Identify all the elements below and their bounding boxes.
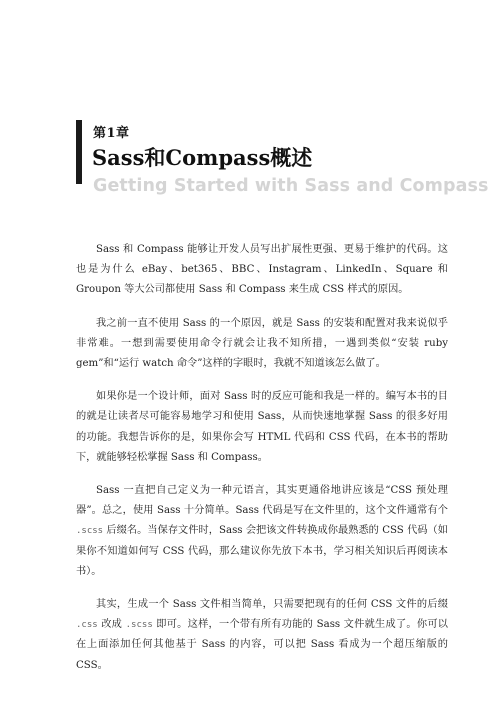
scss-extension-code-2: .scss [125,620,153,631]
chapter-subtitle: Getting Started with Sass and Compass [93,176,489,196]
paragraph-1: Sass 和 Compass 能够让开发人员写出扩展性更强、更易于维护的代码。这也是为什么 eBay、bet365、BBC、Instagram、LinkedIn、Square 和 Groupon 等大公司都使用 Sass 和 Compass 来生成 CSS 样式的原因。 [76,244,448,296]
scss-extension-code: .scss [76,526,104,537]
paragraph-4-text-a: Sass 一直把自己定义为一种元语言，其实更通俗地讲应该是“CSS 预处理器”。总之，使用 Sass 十分简单。Sass 代码是写在文件里的，这个文件通常有个 [76,485,448,517]
paragraph-3: 如果你是一个设计师，面对 Sass 时的反应可能和我是一样的。编写本书的目的就是让读者尽可能容易地学习和使用 Sass，从而快速地掌握 Sass 的很多好用的功能。我想告诉你的是，如果你会写 HTML 代码和 CSS 代码，在本书的帮助下，就能够轻松掌握 Sass 和 Compass。 [76,391,448,463]
paragraph-4 [76,481,448,582]
chapter-accent-bar [76,120,82,184]
paragraph-5 [76,595,448,676]
paragraph-4-text-b: 后缀名。当保存文件时，Sass 会把该文件转换成你最熟悉的 CSS 代码（如果你不知道如何写 CSS 代码，那么建议你先放下本书，学习相关知识后再阅读本书）。 [76,525,448,577]
paragraph-2: 我之前一直不使用 Sass 的一个原因，就是 Sass 的安装和配置对我来说似乎非常难。一想到需要使用命令行就会让我不知所措，一遇到类似“安装 ruby gem”和“运行 watch 命令”这样的字眼时，我就不知道该怎么做了。 [76,317,448,370]
chapter-title: Sass和Compass概述 [92,145,313,170]
chapter-number: 第1章 [93,126,130,141]
chapter-body [76,240,448,689]
paragraph-5-text-a: 其实，生成一个 Sass 文件相当简单，只需要把现有的任何 CSS 文件的后缀 [96,599,448,611]
css-extension-code: .css [76,620,98,631]
paragraph-5-text-b: 改成 [97,619,126,631]
paragraph-5-text-c: 即可。这样，一个带有所有功能的 Sass 文件就生成了。你可以在上面添加任何其他基于 Sass 的内容，可以把 Sass 看成为一个超压缩版的 CSS。 [76,619,448,671]
